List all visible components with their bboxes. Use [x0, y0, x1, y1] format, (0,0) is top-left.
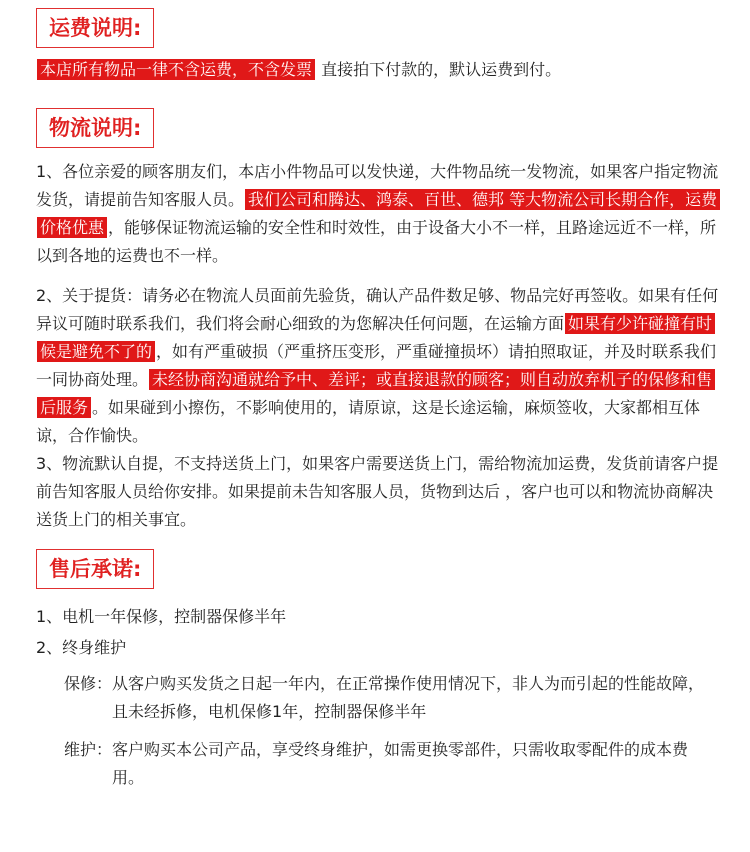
logistics-p2-text-c: 。如果碰到小擦伤，不影响使用的，请原谅，这是长途运输，麻烦签收，大家都相互体谅，合作愉快。: [36, 398, 701, 445]
shipping-paragraph: [36, 56, 726, 84]
logistics-p2-text-a: 2、关于提货：请务必在物流人员面前先验货，确认产品件数足够、物品完好再签收。如果有任何异议可随时联系我们，我们将会耐心细致的为您解决任何问题，在运输方面: [36, 286, 719, 333]
logistics-paragraph-1: [36, 158, 726, 270]
maintenance-text: 客户购买本公司产品，享受终身维护，如需更换零部件，只需收取零配件的成本费用。: [112, 740, 689, 787]
logistics-paragraph-2: [36, 282, 726, 450]
warranty-text: 从客户购买发货之日起一年内，在正常操作使用情况下，非人为而引起的性能故障，且未经拆修，电机保修1年，控制器保修半年: [112, 674, 705, 721]
logistics-p2-highlight-2: 未经协商沟通就给予中、差评；或直接退款的顾客；则自动放弃机子的保修和售后服务: [37, 369, 715, 418]
logistics-p1-text-a: 1、各位亲爱的顾客朋友们，本店小件物品可以发快递，大件物品统一发物流，如果客户指定物流发货，请提前告知客服人员。: [36, 162, 719, 209]
maintenance-row: [64, 736, 714, 792]
aftersales-item-2: 2、终身维护: [36, 638, 127, 657]
warranty-label: 保修：: [64, 674, 113, 693]
aftersales-item-1: 1、电机一年保修，控制器保修半年: [36, 607, 287, 626]
logistics-p2-text-b: ，如有严重破损（严重挤压变形，严重碰撞损坏）请拍照取证，并及时联系我们一同协商处理。: [36, 342, 717, 389]
shipping-highlight: 本店所有物品一律不含运费，不含发票: [37, 59, 315, 80]
shipping-heading: 运费说明:: [36, 8, 154, 48]
logistics-p2-highlight-1: 如果有少许碰撞有时候是避免不了的: [37, 313, 715, 362]
logistics-p1-text-b: ，能够保证物流运输的安全性和时效性，由于设备大小不一样，且路途远近不一样，所以到各地的运费也不一样。: [36, 218, 717, 265]
logistics-heading: 物流说明:: [36, 108, 154, 148]
warranty-row: [64, 670, 714, 726]
logistics-paragraph-3: 3、物流默认自提，不支持送货上门，如果客户需要送货上门，需给物流加运费，发货前请客户提前告知客服人员给你安排。如果提前未告知客服人员，货物到达后 ，客户也可以和物流协商解决送货上门的相关事宜。: [36, 454, 719, 529]
aftersales-heading: 售后承诺:: [36, 549, 154, 589]
logistics-p1-highlight: 我们公司和腾达、鸿泰、百世、德邦 等大物流公司长期合作，运费价格优惠: [37, 189, 720, 238]
shipping-text: 直接拍下付款的，默认运费到付。: [316, 60, 562, 79]
maintenance-label: 维护：: [64, 740, 113, 759]
